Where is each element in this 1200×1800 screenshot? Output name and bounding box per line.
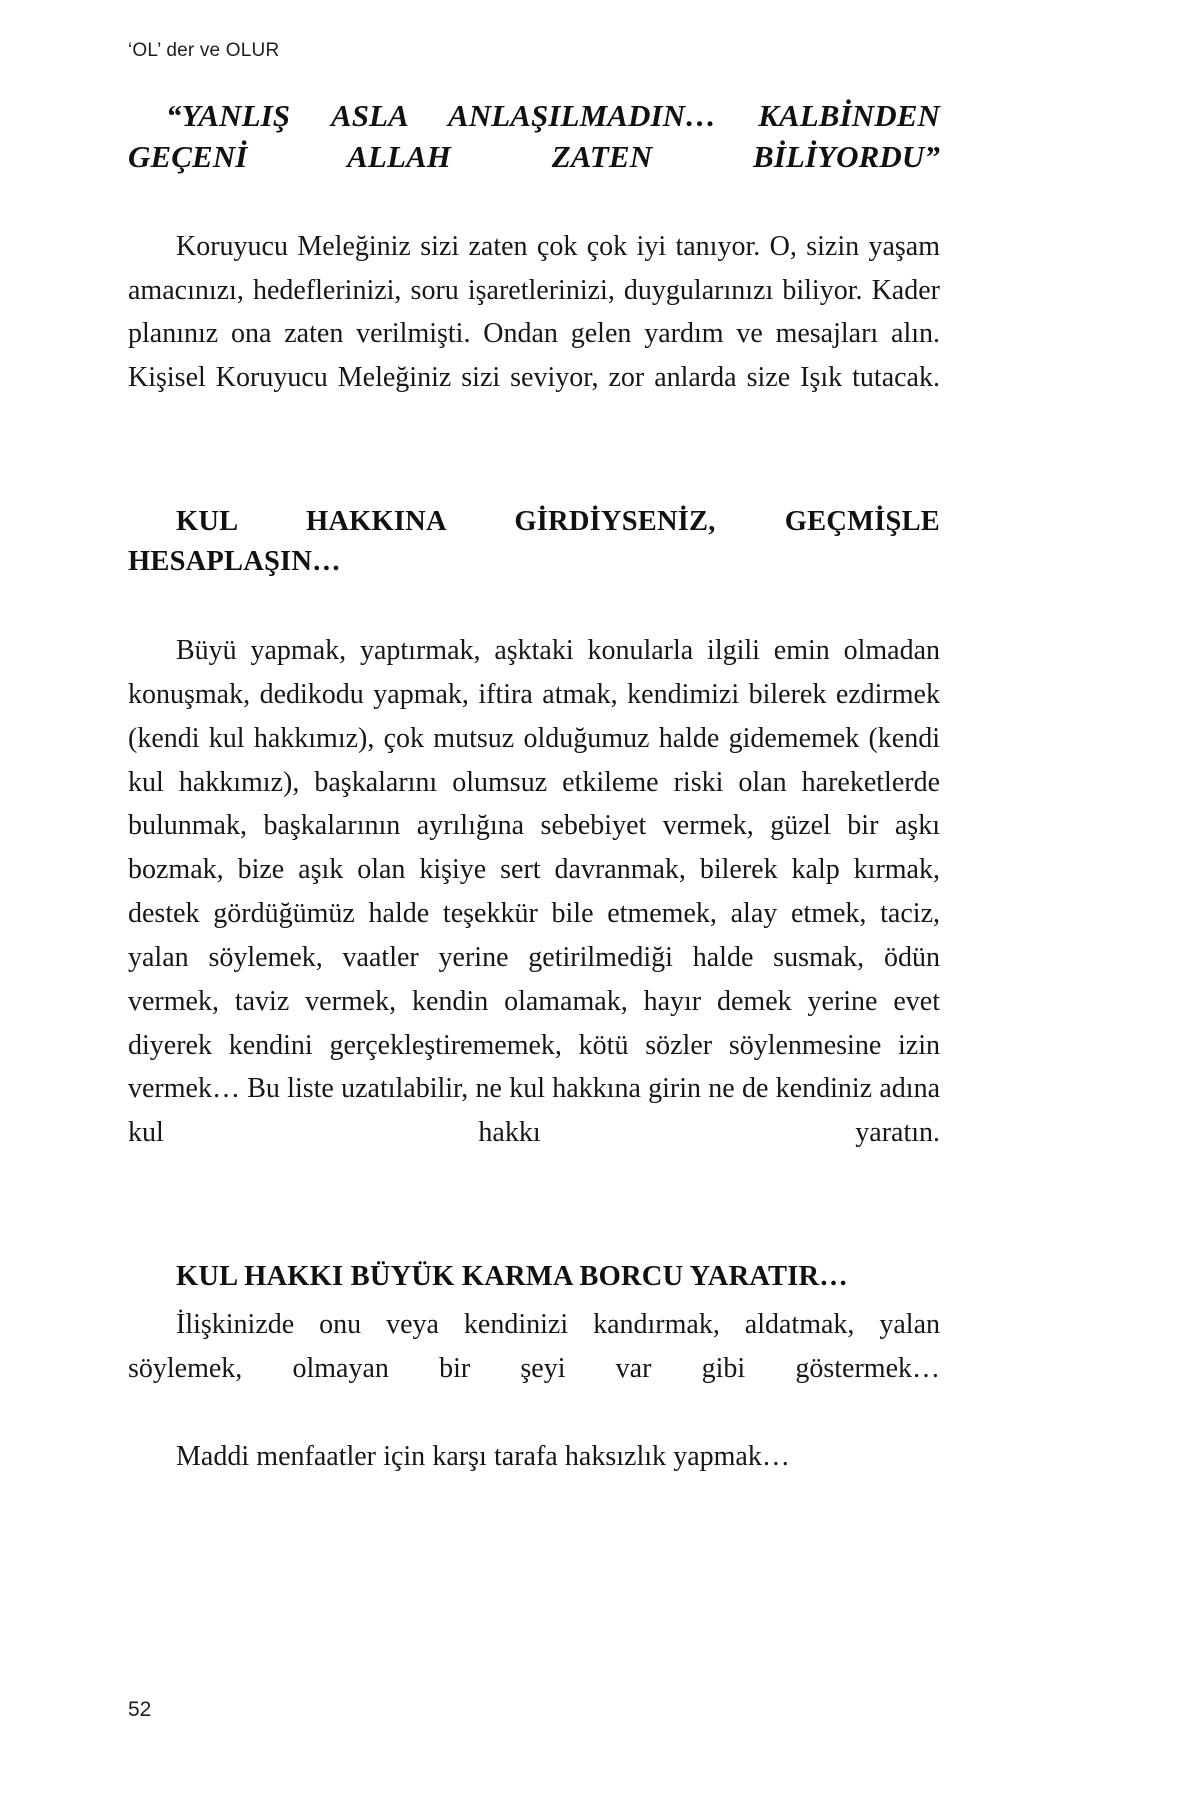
paragraph-buyu-yapmak: Büyü yapmak, yaptırmak, aşktaki konularla ilgili emin olmadan konuşmak, dedikodu yapmak, iftira atmak, kendimizi bilerek ezdirmek (kendi kul hakkımız), çok mutsuz olduğumuz halde gidememek (kendi kul hakkımız), başkalarını olumsuz etkileme riski olan hareketlerde bulunmak, başkalarının ayrılığına sebebiyet vermek, güzel bir aşkı bozmak, bize aşık olan kişiye sert davranmak, bilerek kalp kırmak, destek gördüğümüz halde teşekkür bile etmemek, alay etmek, taciz, yalan söylemek, vaatler yerine getirilmediği halde susmak, ödün vermek, taviz vermek, kendin olamamak, hayır demek yerine evet diyerek kendini gerçekleştirememek, kötü sözler söylenmesine izin vermek… Bu liste uzatılabilir, ne kul hakkına girin ne de kendiniz adına kul hakkı yaratın. <box>128 635 940 1149</box>
spacer <box>128 444 940 502</box>
paragraph-maddi-menfaatler: Maddi menfaatler için karşı tarafa haksızlık yapmak… <box>176 1440 790 1472</box>
paragraph-koruyucu-meleginiz: Koruyucu Meleğiniz sizi zaten çok çok iyi tanıyor. O, sizin yaşam amacınızı, hedeflerinizi, soru işaretlerinizi, duygularınızı biliyor. Kader planınız ona zaten verilmişti. Ondan gelen yardım ve mesajları alın. Kişisel Koruyucu Meleğiniz sizi seviyor, zor anlarda size Işık tutacak. <box>128 230 940 394</box>
paragraph-iliskinizde-onu-veya-kendinizi: İlişkinizde onu veya kendinizi kandırmak, aldatmak, yalan söylemek, olmayan bir şeyi var gibi göstermek… <box>128 1309 940 1385</box>
page-number: 52 <box>128 1698 152 1721</box>
section-heading-kul-hakkina-girdiyseniz: KUL HAKKINA GİRDİYSENİZ, GEÇMİŞLE HESAPLAŞIN… <box>128 505 940 578</box>
text-column <box>128 96 940 1478</box>
spacer <box>128 1199 940 1257</box>
section-heading-yanlis-asla-anlasilmadin: “YANLIŞ ASLA ANLAŞILMADIN… KALBİNDEN GEÇENİ ALLAH ZATEN BİLİYORDU” <box>128 98 940 174</box>
section-heading-kul-hakki-buyuk-karma: KUL HAKKI BÜYÜK KARMA BORCU YARATIR… <box>176 1260 848 1292</box>
running-header: ‘OL’ der ve OLUR <box>128 40 280 61</box>
